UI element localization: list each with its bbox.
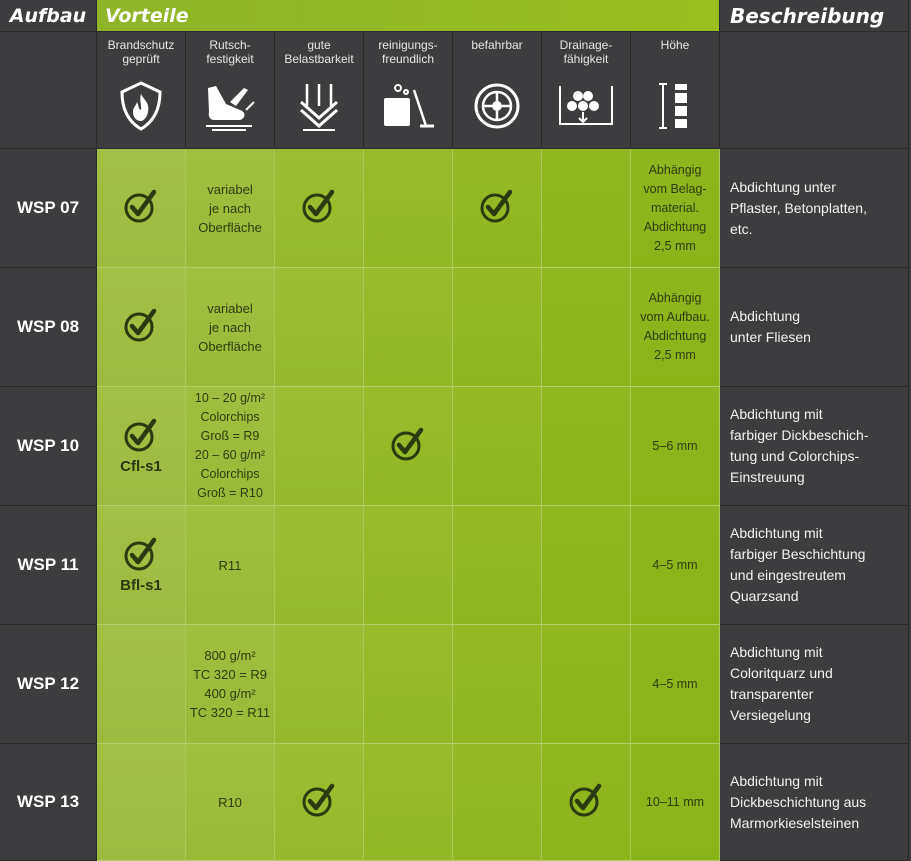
column-header-label: reinigungs- freundlich <box>378 38 438 66</box>
cell-reinigung <box>364 625 453 744</box>
cell-brandschutz <box>97 268 186 387</box>
column-header-drainage <box>542 32 631 149</box>
header-vorteile: Vorteile <box>97 0 720 32</box>
cell-hoehe-text: 10–11 mm <box>645 794 705 809</box>
cell-belast <box>275 387 364 506</box>
cell-beschreibung: Abdichtung mit Dickbeschichtung aus Marmorkieselsteinen <box>720 744 909 861</box>
cell-drainage <box>542 387 631 506</box>
bucket-mop-icon <box>378 72 438 136</box>
fire-class-label: Cfl-s1 <box>120 457 162 475</box>
column-header-reinigung <box>364 32 453 149</box>
cell-drainage <box>542 506 631 625</box>
cell-hoehe-text: 5–6 mm <box>652 438 698 453</box>
tire-icon <box>471 72 523 136</box>
checkmark-icon <box>123 418 159 456</box>
cell-rutsch <box>186 625 275 744</box>
shoe-slip-icon <box>200 72 260 136</box>
header-beschreibung: Beschreibung <box>720 0 909 32</box>
cell-hoehe-text: Abhängig vom Aufbau. Abdichtung 2,5 mm <box>640 291 710 362</box>
cell-rutsch-text: R10 <box>218 794 242 810</box>
header-spacer-left <box>0 32 97 149</box>
cell-reinigung <box>364 268 453 387</box>
cell-befahrbar <box>453 506 542 625</box>
column-header-label: befahrbar <box>471 38 523 52</box>
cell-hoehe <box>631 625 720 744</box>
cell-rutsch <box>186 744 275 861</box>
cell-belast <box>275 149 364 268</box>
drainage-icon <box>556 72 616 136</box>
header-aufbau: Aufbau <box>0 0 97 32</box>
cell-hoehe <box>631 506 720 625</box>
cell-brandschutz <box>97 387 186 506</box>
cell-befahrbar <box>453 625 542 744</box>
load-arrows-icon <box>297 72 341 136</box>
cell-befahrbar <box>453 268 542 387</box>
cell-brandschutz <box>97 506 186 625</box>
checkmark-icon <box>123 189 159 227</box>
cell-hoehe-text: 4–5 mm <box>652 557 698 572</box>
cell-reinigung <box>364 744 453 861</box>
cell-rutsch-text: variabel je nach Oberfläche <box>198 181 262 235</box>
cell-reinigung <box>364 149 453 268</box>
row-label-wsp-08: WSP 08 <box>0 268 97 387</box>
cell-rutsch-text: R11 <box>218 557 242 573</box>
cell-hoehe <box>631 149 720 268</box>
column-header-label: Rutsch- festigkeit <box>206 38 254 66</box>
checkmark-icon <box>479 189 515 227</box>
checkmark-icon <box>301 783 337 821</box>
cell-belast <box>275 268 364 387</box>
checkmark-icon <box>390 427 426 465</box>
cell-reinigung <box>364 506 453 625</box>
row-label-wsp-11: WSP 11 <box>0 506 97 625</box>
cell-rutsch-text: 800 g/m² TC 320 = R9 400 g/m² TC 320 = R11 <box>189 648 271 720</box>
column-header-rutsch <box>186 32 275 149</box>
cell-befahrbar <box>453 149 542 268</box>
cell-beschreibung: Abdichtung mit farbiger Dickbeschich- tung und Colorchips- Einstreuung <box>720 387 909 506</box>
cell-drainage <box>542 744 631 861</box>
cell-hoehe <box>631 744 720 861</box>
column-header-hoehe <box>631 32 720 149</box>
checkmark-icon <box>123 537 159 575</box>
cell-befahrbar <box>453 387 542 506</box>
cell-hoehe-text: Abhängig vom Belag- material. Abdichtung 2,5 mm <box>643 162 707 253</box>
cell-rutsch <box>186 149 275 268</box>
cell-hoehe-text: 4–5 mm <box>652 676 698 691</box>
cell-beschreibung: Abdichtung unter Fliesen <box>720 268 909 387</box>
cell-belast <box>275 744 364 861</box>
cell-reinigung <box>364 387 453 506</box>
cell-drainage <box>542 625 631 744</box>
cell-rutsch-text: 10 – 20 g/m² Colorchips Groß = R9 20 – 60 g/m² Colorchips Groß = R10 <box>194 391 266 500</box>
cell-drainage <box>542 268 631 387</box>
cell-rutsch <box>186 506 275 625</box>
checkmark-icon <box>301 189 337 227</box>
cell-hoehe <box>631 387 720 506</box>
column-header-belast <box>275 32 364 149</box>
header-spacer-right <box>720 32 909 149</box>
cell-beschreibung: Abdichtung mit Coloritquarz und transparenter Versiegelung <box>720 625 909 744</box>
cell-belast <box>275 625 364 744</box>
row-label-wsp-07: WSP 07 <box>0 149 97 268</box>
cell-brandschutz <box>97 625 186 744</box>
height-gauge-icon <box>653 72 697 136</box>
cell-belast <box>275 506 364 625</box>
column-header-label: gute Belastbarkeit <box>284 38 354 66</box>
cell-hoehe <box>631 268 720 387</box>
row-label-wsp-12: WSP 12 <box>0 625 97 744</box>
cell-rutsch <box>186 268 275 387</box>
cell-beschreibung: Abdichtung mit farbiger Beschichtung und eingestreutem Quarzsand <box>720 506 909 625</box>
column-header-label: Höhe <box>660 38 690 52</box>
checkmark-icon <box>568 783 604 821</box>
checkmark-icon <box>123 308 159 346</box>
fire-class-label: Bfl-s1 <box>120 576 162 594</box>
cell-brandschutz <box>97 744 186 861</box>
column-header-label: Drainage- fähigkeit <box>559 38 613 66</box>
cell-befahrbar <box>453 744 542 861</box>
cell-beschreibung: Abdichtung unter Pflaster, Betonplatten, etc. <box>720 149 909 268</box>
row-label-wsp-13: WSP 13 <box>0 744 97 861</box>
cell-rutsch-text: variabel je nach Oberfläche <box>198 300 262 354</box>
row-label-wsp-10: WSP 10 <box>0 387 97 506</box>
cell-brandschutz <box>97 149 186 268</box>
column-header-brandschutz <box>97 32 186 149</box>
cell-rutsch <box>186 387 275 506</box>
column-header-label: Brandschutz geprüft <box>107 38 175 66</box>
column-header-befahrbar <box>453 32 542 149</box>
flame-shield-icon <box>117 72 165 136</box>
cell-drainage <box>542 149 631 268</box>
